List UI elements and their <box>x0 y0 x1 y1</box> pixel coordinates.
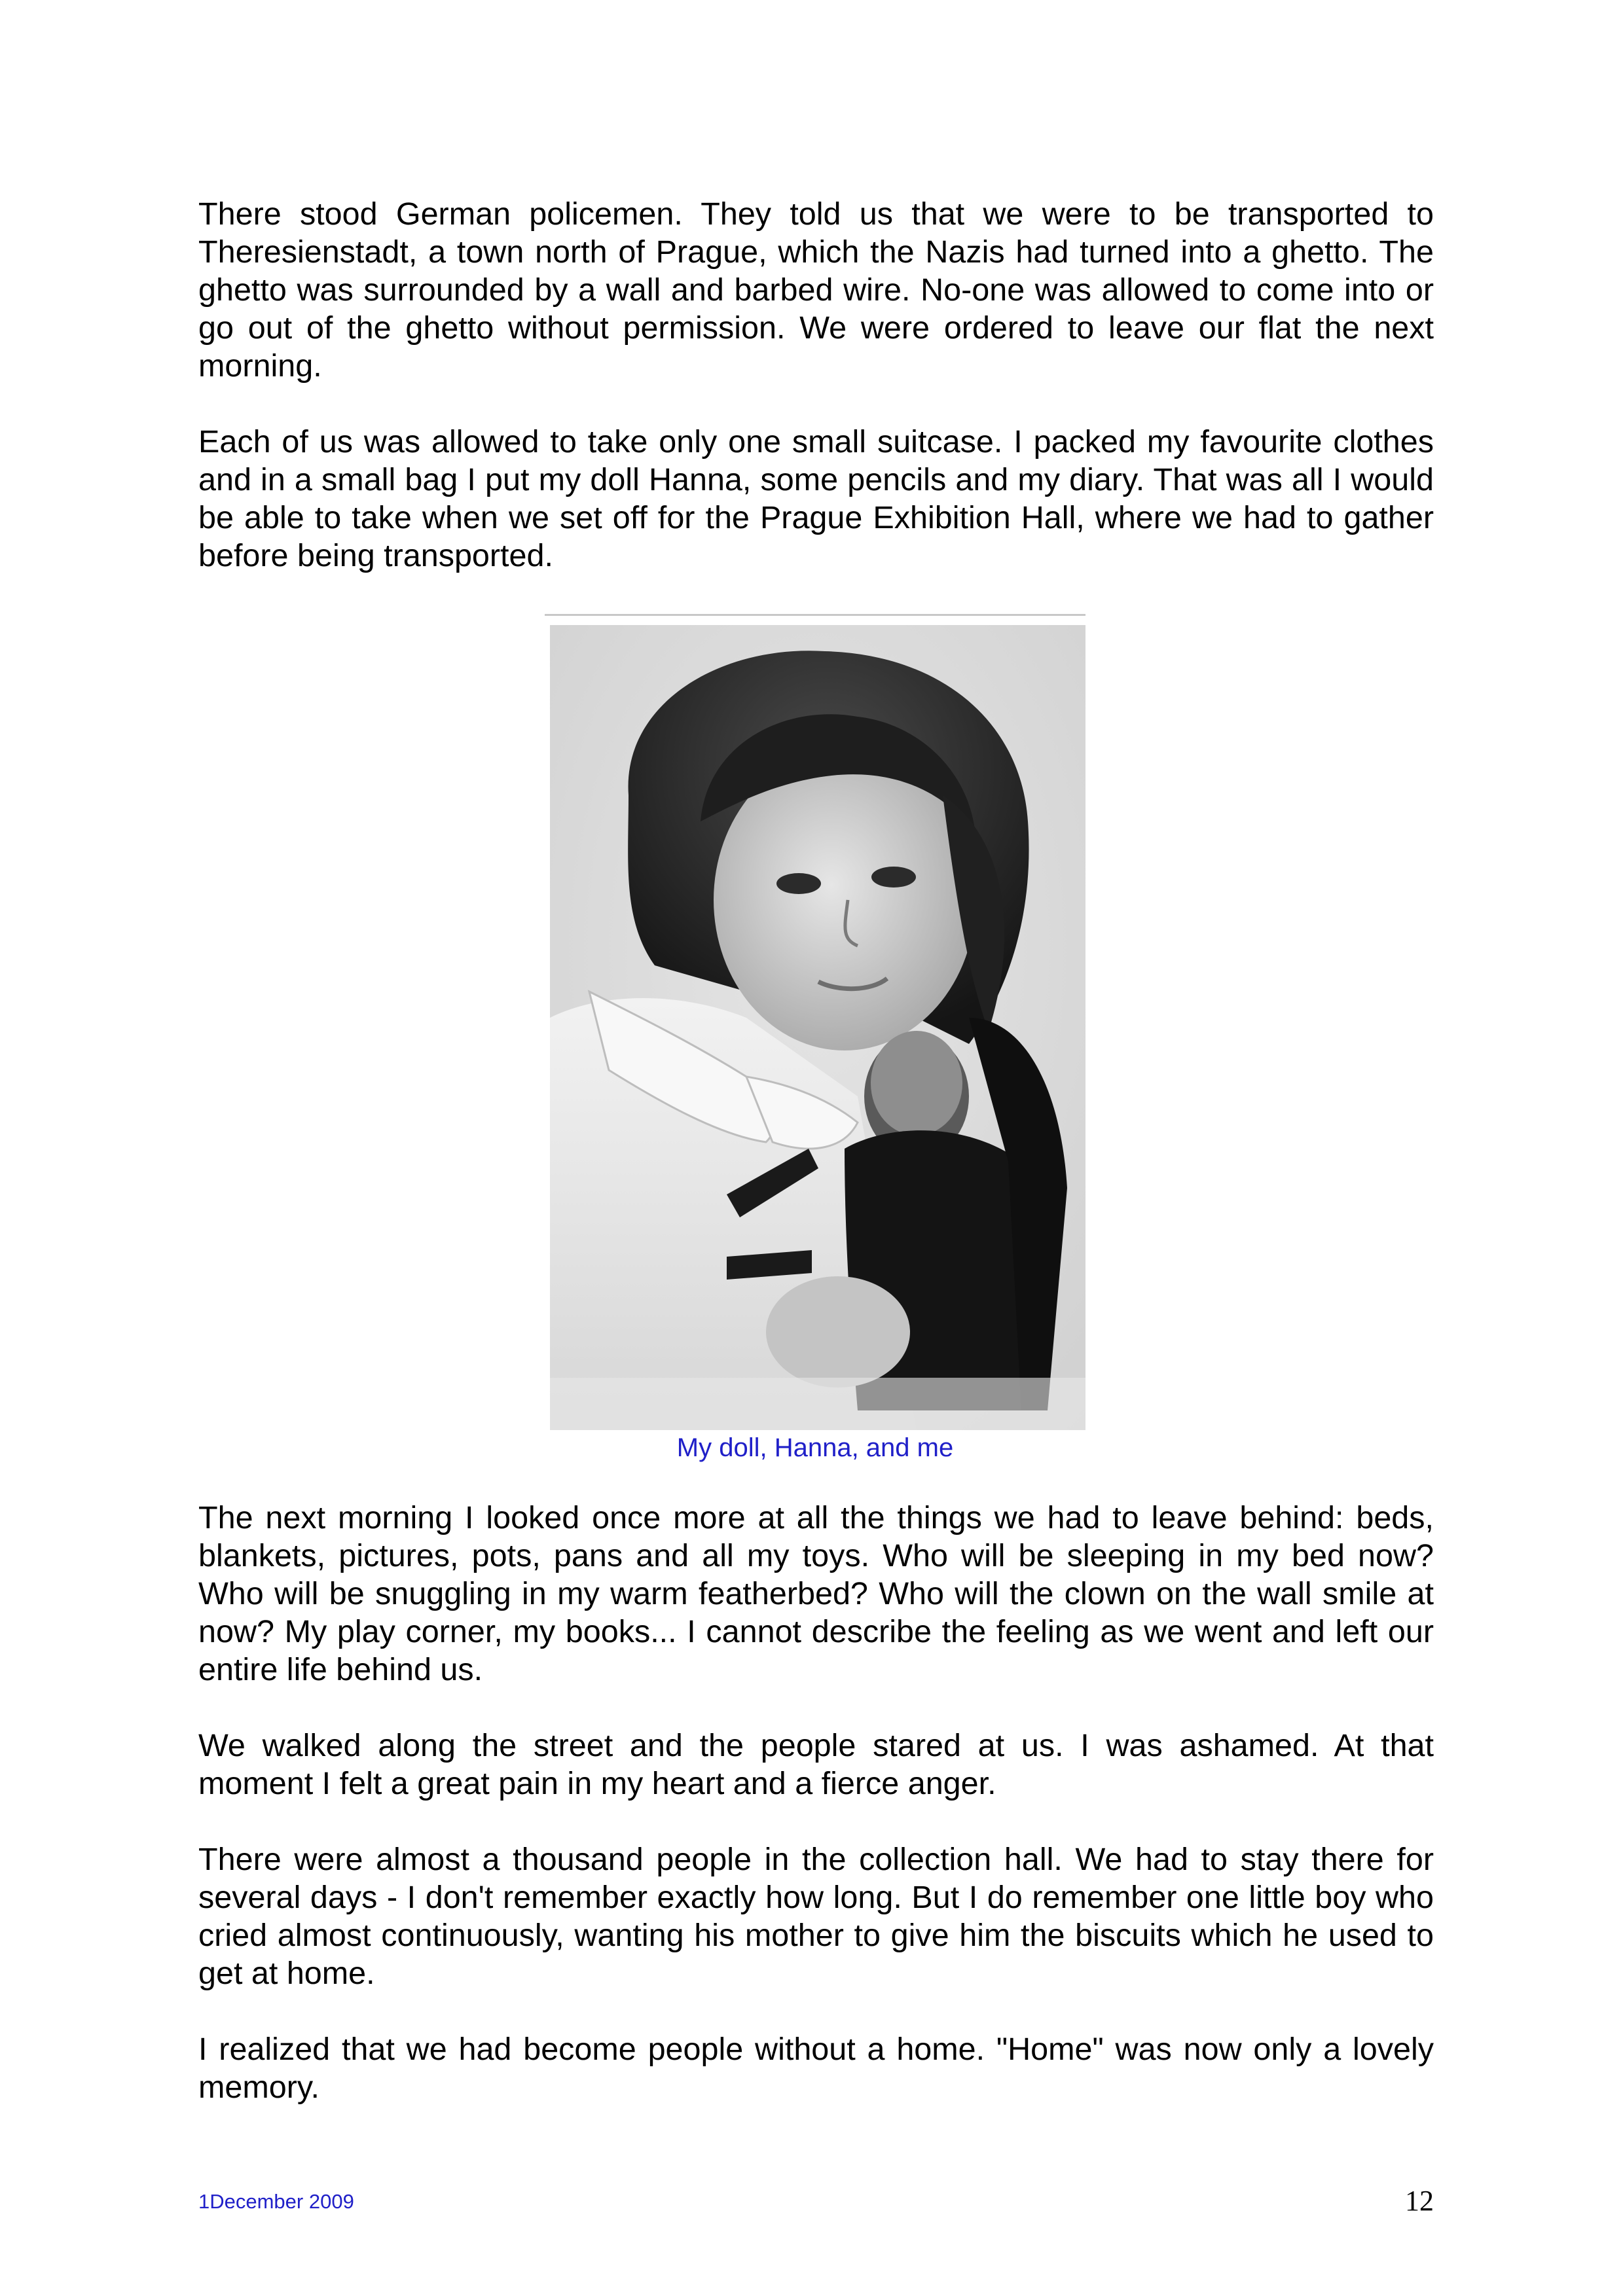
photo-caption: My doll, Hanna, and me <box>676 1433 954 1462</box>
photo-figure <box>545 614 1085 1437</box>
footer-date: 1December 2009 <box>198 2190 354 2213</box>
body-text-bottom <box>198 1499 1434 2106</box>
paragraph: I realized that we had become people without a home. "Home" was now only a lovely memory. <box>198 2032 1434 2105</box>
paragraph: There were almost a thousand people in the collection hall. We had to stay there for several days - I don't remember exactly how long. But I do remember one little boy who cried almost continuously, wanting his mother to give him the biscuits which he used to get at home. <box>198 1842 1434 1991</box>
body-text-top <box>198 195 1434 575</box>
paragraph: There stood German policemen. They told us that we were to be transported to Theresienstadt, a town north of Prague, which the Nazis had turned into a ghetto. The ghetto was surrounded by a wall and barbed wire. No-one was allowed to come into or go out of the ghetto without permission. We were ordered to leave our flat the next morning. <box>198 196 1434 384</box>
photo-illustration <box>550 625 1085 1430</box>
girl-with-doll-photo <box>550 625 1085 1430</box>
paragraph: Each of us was allowed to take only one small suitcase. I packed my favourite clothes and in a small bag I put my doll Hanna, some pencils and my diary. That was all I would be able to take when we set off for the Prague Exhibition Hall, where we had to gather before being transported. <box>198 424 1434 573</box>
page-number: 12 <box>1405 2185 1434 2217</box>
paragraph: We walked along the street and the people stared at us. I was ashamed. At that moment I felt a great pain in my heart and a fierce anger. <box>198 1728 1434 1801</box>
paragraph: The next morning I looked once more at all the things we had to leave behind: beds, blankets, pictures, pots, pans and all my toys. Who will be sleeping in my bed now? Who will be snuggling in my warm featherbed? Who will the clown on the wall smile at now? My play corner, my books... I cannot describe the feeling as we went and left our entire life behind us. <box>198 1500 1434 1687</box>
